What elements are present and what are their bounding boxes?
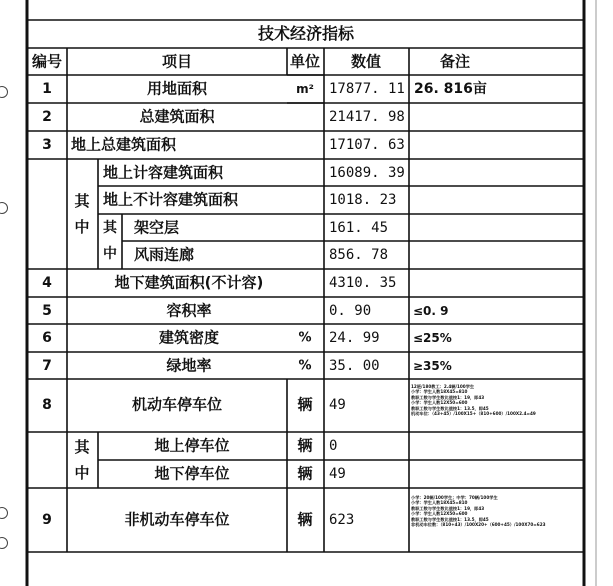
row-value: 161. 45 <box>329 220 389 236</box>
row-no: 7 <box>42 358 52 374</box>
row-unit: % <box>298 358 312 374</box>
row-remark: ≥35% <box>413 359 452 373</box>
qizhong-label-nested: 其 中 <box>103 220 117 262</box>
row-unit: 辆 <box>297 395 313 414</box>
row-item: 地上停车位 <box>154 436 230 455</box>
row-item: 总建筑面积 <box>139 107 215 126</box>
row-value: 49 <box>329 466 346 482</box>
row-item: 容积率 <box>166 301 212 320</box>
row-value: 1018. 23 <box>329 192 397 208</box>
row-value: 24. 99 <box>329 330 380 346</box>
row-item: 地上总建筑面积 <box>71 135 177 154</box>
row-value: 17107. 63 <box>329 137 405 153</box>
row-unit: % <box>298 330 312 346</box>
row-value: 623 <box>329 512 355 528</box>
row-value: 49 <box>329 397 346 413</box>
row-item: 风雨连廊 <box>134 245 195 264</box>
row-no: 3 <box>42 137 52 153</box>
row-unit: m² <box>296 82 314 96</box>
row-unit: 辆 <box>297 436 313 455</box>
row-no: 2 <box>42 109 52 125</box>
row-item: 建筑密度 <box>158 328 220 347</box>
row-no: 8 <box>42 397 52 413</box>
row-no: 5 <box>42 303 52 319</box>
row-item: 用地面积 <box>146 79 208 98</box>
row-value: 21417. 98 <box>329 109 405 125</box>
qizhong-label: 其 中 <box>74 438 90 482</box>
row-value: 0 <box>329 438 338 454</box>
row-item: 架空层 <box>134 218 180 237</box>
header-remark: 备注 <box>439 52 471 71</box>
row-item: 地下建筑面积(不计容) <box>114 273 264 292</box>
row-unit: 辆 <box>297 510 313 529</box>
row-item: 非机动车停车位 <box>124 510 230 529</box>
header-no: 编号 <box>31 52 63 71</box>
row-remark: ≤0. 9 <box>413 304 449 318</box>
row-value: 16089. 39 <box>329 165 405 181</box>
row-no: 1 <box>42 81 52 97</box>
row-value: 856. 78 <box>329 247 389 263</box>
row-item: 地下停车位 <box>154 464 230 483</box>
row-no: 6 <box>42 330 52 346</box>
header-unit: 单位 <box>289 52 321 71</box>
row-item: 地上计容建筑面积 <box>103 163 224 182</box>
header-item: 项目 <box>161 52 193 71</box>
row-value: 35. 00 <box>329 358 380 374</box>
row-no: 9 <box>42 512 52 528</box>
row-value: 0. 90 <box>329 303 372 319</box>
row-item: 地上不计容建筑面积 <box>103 190 239 209</box>
bicycle-calc-note: 小学：20辆/100学生；中学：70辆/100学生 小学：学生人数18X45=810 教职工数与学生数比值按1：19，即43 小学：学生人数12X50=600 教职工数与学生数比值按1：13.5，即45 非机动车位数：（810+43）/100X20+（600+45）/100X70=623 <box>411 495 546 528</box>
row-remark: ≤25% <box>413 331 452 345</box>
row-item: 绿地率 <box>166 356 212 375</box>
row-no: 4 <box>42 275 52 291</box>
row-item: 机动车停车位 <box>131 395 223 414</box>
header-value: 数值 <box>350 52 382 71</box>
row-value: 4310. 35 <box>329 275 397 291</box>
row-remark: 26. 816亩 <box>414 81 487 97</box>
table-title: 技术经济指标 <box>257 24 355 43</box>
row-unit: 辆 <box>297 464 313 483</box>
qizhong-label: 其 中 <box>74 192 90 236</box>
parking-calc-note: 12班/180教工：2.4辆/100学生 小学：学生人数18X45=810 教职工数与学生数比值按1：19，即43 小学：学生人数12X50=600 教职工数与学生数比值按1：13.5，即45 机动车位：（43+45）/100X15+（810+600）/100X2.4=49 <box>411 384 536 417</box>
row-value: 17877. 11 <box>329 81 405 97</box>
